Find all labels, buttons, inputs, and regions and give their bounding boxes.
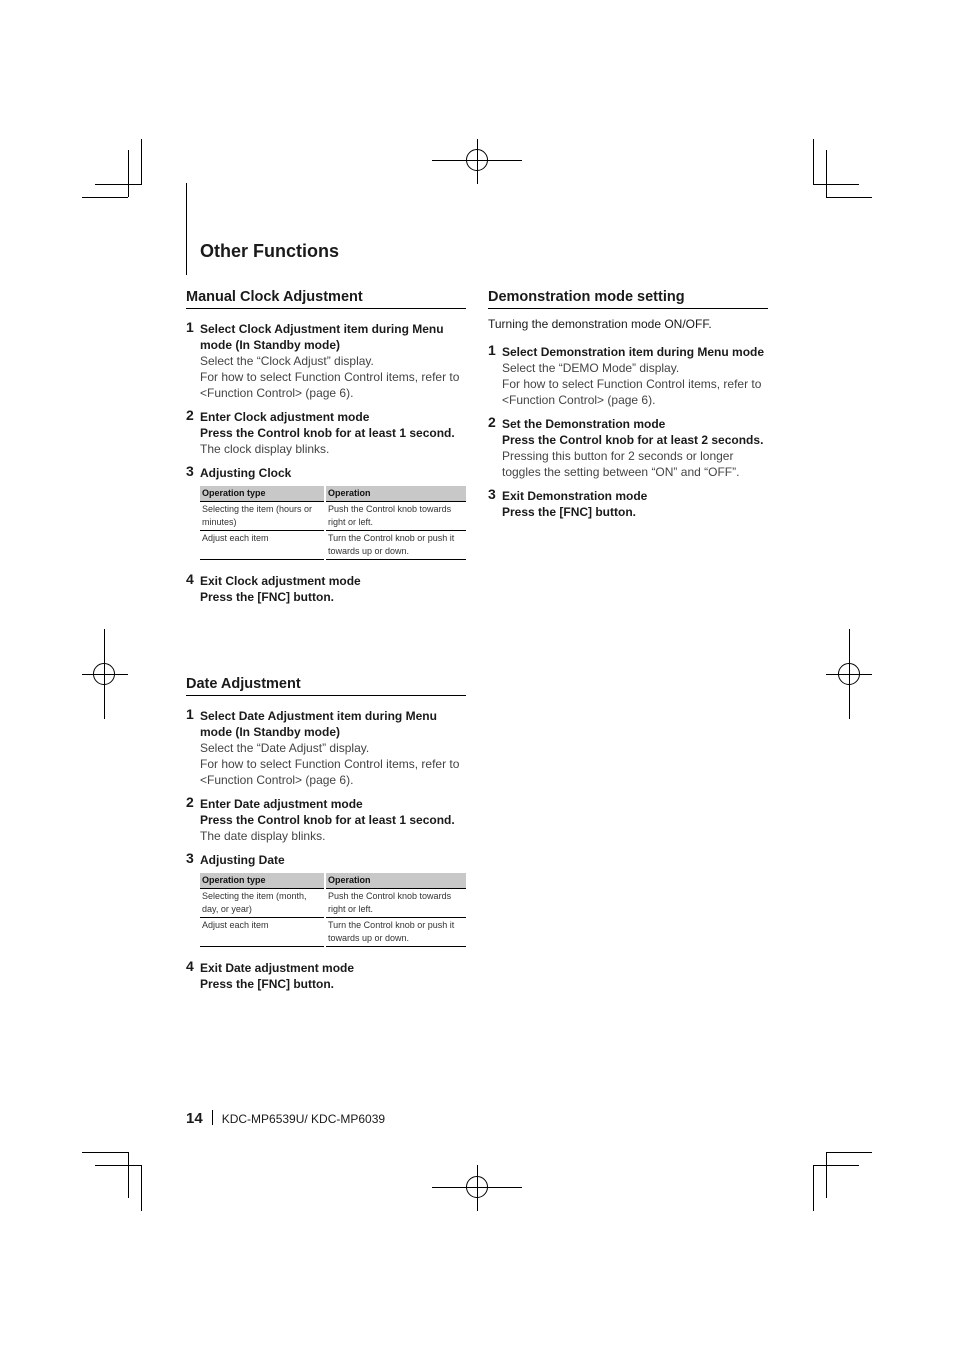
crop-mark — [141, 139, 142, 185]
table-row — [200, 531, 466, 560]
step-title: Select Date Adjustment item during Menu mode (In Standby mode) — [200, 709, 437, 739]
table-cell: Turn the Control knob or push it towards up or down. — [325, 531, 466, 560]
section-intro: Turning the demonstration mode ON/OFF. — [488, 317, 712, 331]
step-title: Exit Date adjustment mode — [200, 961, 355, 975]
step-title: Set the Demonstration mode — [502, 417, 666, 431]
step-title: Exit Demonstration mode — [502, 489, 648, 503]
step-title: Adjusting Clock — [200, 466, 292, 480]
table-header: Operation type — [200, 873, 325, 889]
table-cell: Selecting the item (hours or minutes) — [200, 502, 325, 531]
operation-table — [200, 486, 466, 560]
crop-mark — [813, 1165, 814, 1211]
step-instruction: Press the Control knob for at least 1 second. — [200, 813, 455, 827]
crop-mark — [826, 197, 872, 198]
crop-mark — [813, 139, 814, 185]
crop-mark — [826, 150, 827, 197]
registration-circle — [466, 149, 488, 171]
table-header-row — [200, 873, 466, 889]
table-cell: Adjust each item — [200, 918, 325, 947]
step-title: Enter Date adjustment mode — [200, 797, 363, 811]
model-name: KDC-MP6539U/ KDC-MP6039 — [221, 1112, 386, 1126]
table-cell: Push the Control knob towards right or left. — [325, 502, 466, 531]
step-instruction: Press the Control knob for at least 1 second. — [200, 426, 455, 440]
table-header: Operation — [325, 873, 466, 889]
crop-mark — [826, 1152, 872, 1153]
crop-mark — [813, 184, 859, 185]
step-instruction: Press the [FNC] button. — [502, 505, 636, 519]
step-number: 1 — [488, 342, 496, 358]
crop-mark — [826, 1152, 827, 1198]
step-number: 1 — [186, 706, 194, 722]
section-title: Demonstration mode setting — [488, 288, 768, 309]
step-note: The clock display blinks. — [200, 442, 330, 456]
step-note: Select the “Date Adjust” display. For how to select Function Control items, refer to <Function Control> (page 6). — [200, 741, 460, 787]
manual-clock-section — [186, 288, 466, 605]
step — [186, 852, 466, 947]
table-row — [200, 889, 466, 918]
step-number: 1 — [186, 319, 194, 335]
table-header: Operation — [325, 486, 466, 502]
step — [488, 416, 768, 480]
step-number: 3 — [186, 463, 194, 479]
step-number: 3 — [488, 486, 496, 502]
title-rule — [186, 183, 187, 275]
step-title: Select Clock Adjustment item during Menu mode (In Standby mode) — [200, 322, 444, 352]
page-footer — [186, 1110, 385, 1127]
step-number: 4 — [186, 571, 194, 587]
step-title: Exit Clock adjustment mode — [200, 574, 361, 588]
step-title: Adjusting Date — [200, 853, 285, 867]
table-header-row — [200, 486, 466, 502]
table-cell: Push the Control knob towards right or left. — [325, 889, 466, 918]
step — [186, 796, 466, 844]
step-note: Select the “Clock Adjust” display. For how to select Function Control items, refer to <Function Control> (page 6). — [200, 354, 460, 400]
step — [488, 488, 768, 520]
demo-mode-section — [488, 288, 768, 520]
step-note: The date display blinks. — [200, 829, 326, 843]
step — [186, 573, 466, 605]
registration-circle — [93, 663, 115, 685]
footer-divider — [212, 1110, 213, 1125]
step-title: Enter Clock adjustment mode — [200, 410, 370, 424]
step-title: Select Demonstration item during Menu mode — [502, 345, 765, 359]
step — [186, 465, 466, 560]
page-title: Other Functions — [200, 241, 339, 261]
table-cell: Adjust each item — [200, 531, 325, 560]
crop-mark — [813, 1165, 859, 1166]
step-number: 4 — [186, 958, 194, 974]
crop-mark — [82, 197, 128, 198]
operation-table — [200, 873, 466, 947]
table-cell: Selecting the item (month, day, or year) — [200, 889, 325, 918]
step — [186, 960, 466, 992]
page-number: 14 — [186, 1110, 203, 1127]
crop-mark — [82, 1152, 128, 1153]
crop-mark — [128, 150, 129, 197]
step-number: 2 — [186, 794, 194, 810]
table-row — [200, 502, 466, 531]
registration-circle — [838, 663, 860, 685]
crop-mark — [95, 1165, 141, 1166]
step — [186, 708, 466, 788]
step — [186, 409, 466, 457]
crop-mark — [141, 1165, 142, 1211]
step-note: Select the “DEMO Mode” display. For how to select Function Control items, refer to <Function Control> (page 6). — [502, 361, 762, 407]
table-row — [200, 918, 466, 947]
step-number: 2 — [488, 414, 496, 430]
step-instruction: Press the [FNC] button. — [200, 590, 334, 604]
crop-mark — [95, 184, 141, 185]
step-number: 2 — [186, 407, 194, 423]
step-instruction: Press the Control knob for at least 2 seconds. — [502, 433, 764, 447]
step-note: Pressing this button for 2 seconds or longer toggles the setting between “ON” and “OFF”. — [502, 449, 740, 479]
table-header: Operation type — [200, 486, 325, 502]
crop-mark — [128, 1152, 129, 1198]
step-instruction: Press the [FNC] button. — [200, 977, 334, 991]
step-number: 3 — [186, 850, 194, 866]
registration-circle — [466, 1176, 488, 1198]
section-title: Manual Clock Adjustment — [186, 288, 466, 309]
table-cell: Turn the Control knob or push it towards up or down. — [325, 918, 466, 947]
step — [186, 321, 466, 401]
step — [488, 344, 768, 408]
date-adjustment-section — [186, 675, 466, 992]
section-title: Date Adjustment — [186, 675, 466, 696]
